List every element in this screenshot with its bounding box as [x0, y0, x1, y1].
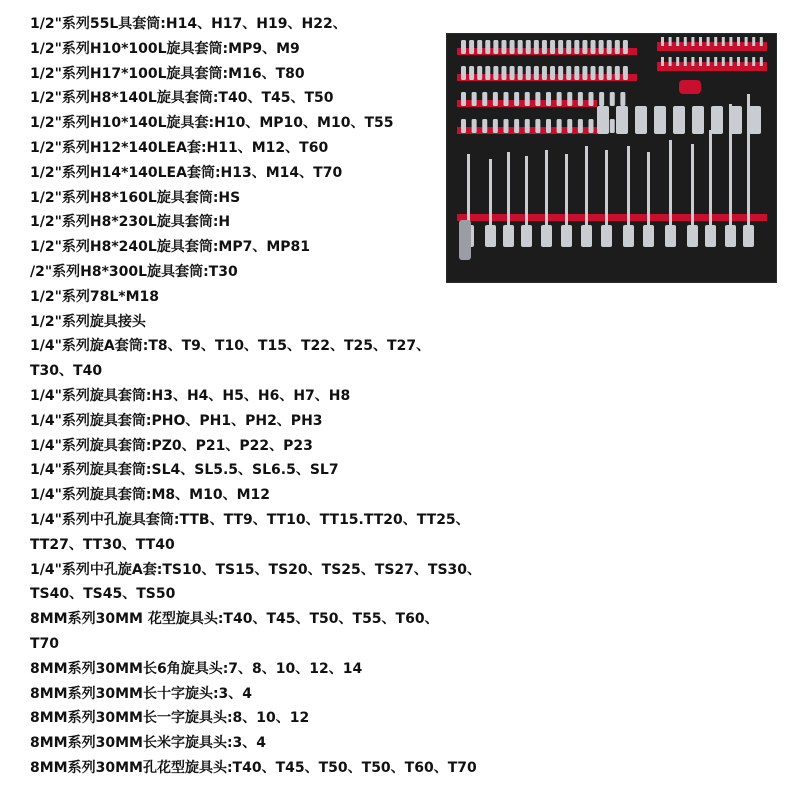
- spec-line: 1/2"系列H10*100L旋具套筒:MP9、M9: [30, 40, 300, 57]
- spec-line: 1/2"系列H17*100L旋具套筒:M16、T80: [30, 65, 305, 82]
- spec-line: 1/2"系列H10*140L旋具套:H10、MP10、M10、T55: [30, 115, 394, 132]
- spec-line: T30、T40: [30, 363, 103, 380]
- bit-shaft: [565, 154, 568, 229]
- small-socket: [514, 92, 519, 106]
- bit-shaft: [747, 94, 750, 229]
- red-rail: [457, 214, 767, 221]
- spec-line: 1/4"系列中孔旋A套:TS10、TS15、TS20、TS25、TS27、TS30、: [30, 561, 482, 578]
- bit: [707, 57, 710, 66]
- socket-tray-illustration: [447, 34, 776, 282]
- bit: [714, 57, 717, 66]
- bit: [737, 57, 740, 66]
- bit-shaft: [669, 140, 672, 229]
- small-socket: [493, 66, 498, 80]
- spec-line: 8MM系列30MM长6角旋具头:7、8、10、12、14: [30, 660, 363, 677]
- bit: [714, 37, 717, 46]
- small-socket: [546, 92, 551, 106]
- small-socket: [485, 40, 490, 54]
- bit: [745, 37, 748, 46]
- long-socket: [561, 225, 572, 247]
- small-socket: [582, 66, 587, 80]
- small-socket: [472, 119, 477, 133]
- small-socket: [567, 92, 572, 106]
- spec-line: 1/2"系列H14*140LEA套筒:H13、M14、T70: [30, 164, 343, 181]
- bit-shaft: [525, 156, 528, 229]
- bit: [745, 57, 748, 66]
- small-socket: [514, 119, 519, 133]
- small-socket: [558, 66, 563, 80]
- bit: [760, 37, 763, 46]
- small-socket: [623, 40, 628, 54]
- small-socket: [518, 66, 523, 80]
- bit: [722, 37, 725, 46]
- small-socket: [525, 119, 530, 133]
- socket: [654, 106, 666, 134]
- small-socket: [557, 92, 562, 106]
- small-socket: [578, 92, 583, 106]
- bit-shaft: [627, 146, 630, 229]
- adapter: [459, 220, 471, 260]
- bit: [722, 57, 725, 66]
- small-socket: [472, 92, 477, 106]
- spec-line: 1/2"系列H8*160L旋具套筒:HS: [30, 189, 241, 206]
- long-socket: [581, 225, 592, 247]
- socket: [692, 106, 704, 134]
- bit: [669, 57, 672, 66]
- small-socket: [591, 66, 596, 80]
- small-socket: [615, 40, 620, 54]
- socket: [711, 106, 723, 134]
- small-socket: [477, 66, 482, 80]
- bit: [699, 57, 702, 66]
- bit-shaft: [691, 144, 694, 229]
- bit-shaft: [585, 146, 588, 229]
- bit-shaft: [507, 152, 510, 229]
- small-socket: [526, 40, 531, 54]
- bit: [661, 57, 664, 66]
- small-socket: [493, 40, 498, 54]
- spec-line: TS40、TS45、TS50: [30, 586, 176, 603]
- socket: [635, 106, 647, 134]
- small-socket: [599, 92, 604, 106]
- bit-shaft: [729, 104, 732, 229]
- bit-shaft: [489, 159, 492, 229]
- long-socket: [687, 225, 698, 247]
- bit: [676, 37, 679, 46]
- spec-line: 1/4"系列旋具套筒:H3、H4、H5、H6、H7、H8: [30, 387, 351, 404]
- spec-line: TT27、TT30、TT40: [30, 536, 175, 553]
- long-socket: [643, 225, 654, 247]
- small-socket: [546, 119, 551, 133]
- spec-line: 1/4"系列中孔旋具套筒:TTB、TT9、TT10、TT15.TT20、TT25、: [30, 511, 470, 528]
- small-socket: [534, 66, 539, 80]
- bit: [676, 57, 679, 66]
- small-socket: [578, 119, 583, 133]
- bit: [699, 37, 702, 46]
- bit: [684, 37, 687, 46]
- spec-line: /2"系列H8*300L旋具套筒:T30: [30, 263, 238, 280]
- small-socket: [542, 66, 547, 80]
- small-socket: [493, 92, 498, 106]
- small-socket: [620, 92, 625, 106]
- bit: [691, 57, 694, 66]
- small-socket: [525, 92, 530, 106]
- small-socket: [461, 92, 466, 106]
- long-socket: [705, 225, 716, 247]
- small-socket: [469, 40, 474, 54]
- spec-line: 8MM系列30MM长米字旋具头:3、4: [30, 735, 267, 752]
- small-socket: [461, 40, 466, 54]
- spec-line: 8MM系列30MM长一字旋具头:8、10、12: [30, 710, 310, 727]
- small-socket: [534, 40, 539, 54]
- small-socket: [558, 40, 563, 54]
- small-socket: [535, 92, 540, 106]
- small-socket: [610, 119, 615, 133]
- small-socket: [589, 92, 594, 106]
- small-socket: [510, 66, 515, 80]
- bit: [669, 37, 672, 46]
- small-socket: [566, 66, 571, 80]
- bit: [729, 57, 732, 66]
- bit: [729, 37, 732, 46]
- small-socket: [615, 66, 620, 80]
- socket-set-tray-photo: [446, 33, 777, 283]
- small-socket: [526, 66, 531, 80]
- small-socket: [461, 119, 466, 133]
- small-socket: [599, 40, 604, 54]
- spec-line: 1/2"系列H8*240L旋具套筒:MP7、MP81: [30, 239, 311, 256]
- bit-shaft: [605, 150, 608, 229]
- long-socket: [521, 225, 532, 247]
- bit: [760, 57, 763, 66]
- small-socket: [607, 66, 612, 80]
- small-socket: [582, 40, 587, 54]
- spec-line: 1/2"系列H8*230L旋具套筒:H: [30, 214, 231, 231]
- small-socket: [504, 119, 509, 133]
- long-socket: [725, 225, 736, 247]
- bit: [707, 37, 710, 46]
- red-rail: [657, 42, 767, 51]
- small-socket: [482, 119, 487, 133]
- bit: [691, 37, 694, 46]
- bit: [752, 57, 755, 66]
- small-socket: [589, 119, 594, 133]
- spec-line: 1/4"系列旋具套筒:M8、M10、M12: [30, 487, 270, 504]
- spec-line: 1/2"系列55L具套筒:H14、H17、H19、H22、: [30, 16, 347, 32]
- spec-line: 1/4"系列旋具套筒:PZ0、P21、P22、P23: [30, 437, 313, 454]
- long-socket: [503, 225, 514, 247]
- socket: [616, 106, 628, 134]
- small-socket: [557, 119, 562, 133]
- spec-line: 8MM系列30MM 花型旋具头:T40、T45、T50、T55、T60、: [30, 611, 439, 628]
- small-socket: [477, 40, 482, 54]
- spec-line: T70: [30, 635, 60, 652]
- bit-shaft: [647, 152, 650, 229]
- small-socket: [550, 40, 555, 54]
- bit: [661, 37, 664, 46]
- small-socket: [599, 66, 604, 80]
- long-socket: [601, 225, 612, 247]
- small-socket: [566, 40, 571, 54]
- small-socket: [607, 40, 612, 54]
- small-socket: [485, 66, 490, 80]
- long-socket: [541, 225, 552, 247]
- spec-line: 1/2"系列旋具接头: [30, 313, 146, 330]
- spec-line: 1/2"系列H8*140L旋具套筒:T40、T45、T50: [30, 90, 334, 107]
- socket: [597, 106, 609, 134]
- red-rail: [657, 62, 767, 71]
- small-socket: [542, 40, 547, 54]
- bit-shaft: [467, 154, 470, 229]
- bit: [684, 57, 687, 66]
- small-socket: [482, 92, 487, 106]
- small-socket: [550, 66, 555, 80]
- long-socket: [743, 225, 754, 247]
- small-socket: [461, 66, 466, 80]
- socket: [673, 106, 685, 134]
- spec-line: 8MM系列30MM孔花型旋具头:T40、T45、T50、T50、T60、T70: [30, 759, 477, 776]
- small-socket: [469, 66, 474, 80]
- small-socket: [510, 40, 515, 54]
- bit: [752, 37, 755, 46]
- spec-line: 1/4"系列旋具套筒:SL4、SL5.5、SL6.5、SL7: [30, 462, 339, 479]
- socket: [749, 106, 761, 134]
- small-socket: [610, 92, 615, 106]
- small-socket: [518, 40, 523, 54]
- spec-line: 1/4"系列旋A套筒:T8、T9、T10、T15、T22、T25、T27、: [30, 338, 431, 355]
- spec-line: 1/4"系列旋具套筒:PHO、PH1、PH2、PH3: [30, 412, 323, 429]
- small-socket: [567, 119, 572, 133]
- small-socket: [574, 40, 579, 54]
- small-socket: [504, 92, 509, 106]
- spec-line: 1/2"系列H12*140LEA套:H11、M12、T60: [30, 139, 329, 156]
- small-socket: [623, 66, 628, 80]
- small-socket: [493, 119, 498, 133]
- small-socket: [574, 66, 579, 80]
- red-handle: [679, 80, 701, 94]
- spec-line: 1/2"系列78L*M18: [30, 288, 160, 305]
- small-socket: [591, 40, 596, 54]
- long-socket: [485, 225, 496, 247]
- small-socket: [535, 119, 540, 133]
- small-socket: [501, 40, 506, 54]
- bit: [737, 37, 740, 46]
- spec-line: 8MM系列30MM长十字旋头:3、4: [30, 685, 253, 702]
- long-socket: [623, 225, 634, 247]
- bit-shaft: [545, 150, 548, 229]
- bit-shaft: [709, 130, 712, 229]
- small-socket: [501, 66, 506, 80]
- long-socket: [665, 225, 676, 247]
